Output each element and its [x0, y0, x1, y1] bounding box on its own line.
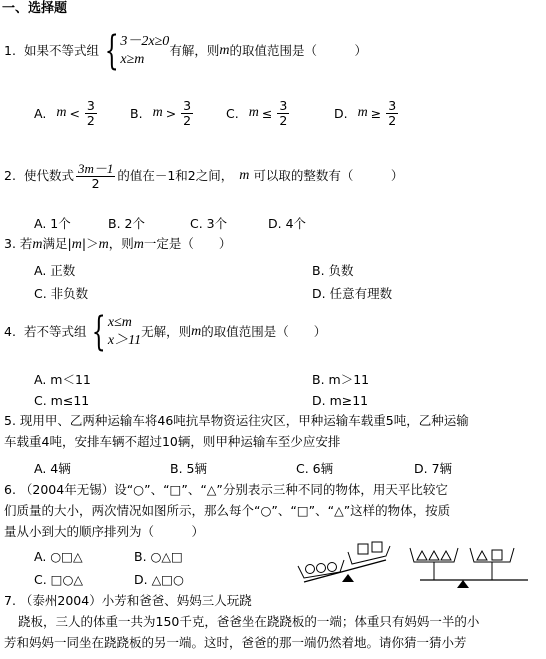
question-3-option-c[interactable]: C. 非负数 [34, 286, 89, 301]
balance-1 [298, 542, 390, 582]
fraction-numerator: 3 [86, 98, 95, 113]
question-1-option-c[interactable] [226, 99, 291, 128]
question-1-suffix: 有解，则 [169, 43, 220, 58]
question-4-prefix: 若不等式组 [23, 324, 87, 339]
question-3-text-b: 满足| [42, 236, 72, 251]
balance-figures [290, 536, 546, 592]
question-5-option-b[interactable]: B. 5辆 [170, 461, 207, 476]
question-5-option-c[interactable]: C. 6辆 [296, 461, 334, 476]
question-3 [4, 237, 231, 253]
question-6-line-1: 6. （2004年无锡）设“○”、“□”、“△”分别表示三种不同的物体，用天平比较它 [4, 482, 448, 497]
question-3-var: m [32, 237, 43, 252]
question-6-option-b[interactable]: B. ○△□ [134, 549, 183, 564]
option-operator: > [165, 105, 177, 121]
question-5-option-d[interactable]: D. 7辆 [414, 461, 453, 476]
section-title: 一、选择题 [2, 1, 68, 16]
question-7-line-2: 跷板，三人的体重一共为150千克，爸爸坐在跷跷板的一端；体重只有妈妈一半的小 [18, 614, 480, 629]
option-var: m [152, 105, 163, 121]
balance-2 [410, 548, 528, 588]
question-4-option-b[interactable]: B. m＞11 [312, 372, 370, 387]
fraction-numerator: 3m－1 [77, 161, 114, 176]
question-6-option-d[interactable]: D. △□○ [134, 572, 184, 587]
question-1-option-a[interactable] [34, 99, 99, 128]
question-2-suffix: 可以取的整数有（ ） [253, 168, 404, 184]
question-6-line-3: 量从小到大的顺序排列为（ ） [4, 524, 205, 539]
option-operator: ≥ [370, 105, 382, 121]
option-var: m [357, 105, 368, 121]
option-operator: ≤ [261, 105, 273, 121]
question-7-line-1: 7. （泰州2004）小芳和爸爸、妈妈三人玩跷 [4, 593, 252, 608]
question-1-prefix: 如果不等式组 [23, 43, 99, 58]
question-6-option-a[interactable]: A. ○□△ [34, 549, 83, 564]
fraction-denominator: 2 [388, 112, 397, 128]
option-var: m [56, 105, 67, 121]
option-fraction [277, 99, 289, 128]
question-3-text-a: 3. 若 [4, 236, 33, 251]
question-4-suffix2: 的取值范围是（ ） [201, 324, 327, 339]
question-2-var: m [239, 168, 250, 184]
question-7-line-3: 芳和妈妈一同坐在跷跷板的另一端。这时，爸爸的那一端仍然着地。请你猜一猜小芳 [4, 635, 467, 650]
question-2-option-c[interactable]: C. 3个 [190, 216, 228, 231]
question-5-line-2: 车载重4吨，安排车辆不超过10辆，则甲种运输车至少应安排 [4, 434, 341, 449]
brace-icon: { [92, 309, 107, 356]
option-label: B. [130, 105, 143, 121]
question-5-line-1: 5. 现用甲、乙两种运输车将46吨抗旱物资运往灾区，甲种运输车载重5吨，乙种运输 [4, 413, 469, 428]
question-2-prefix: 使代数式 [23, 168, 74, 184]
question-1-option-d[interactable] [334, 99, 400, 128]
question-2-option-a[interactable]: A. 1个 [34, 216, 71, 231]
question-1-suffix2: 的取值范围是（ ） [229, 43, 367, 58]
fraction-numerator: 3 [183, 98, 192, 113]
question-4-system-line-2: x＞11 [107, 333, 142, 349]
question-4-system [86, 309, 142, 356]
question-5-option-a[interactable]: A. 4辆 [34, 461, 71, 476]
option-label: C. [226, 105, 239, 121]
question-4-number: 4. [4, 324, 16, 339]
question-4-var: m [191, 324, 202, 340]
option-var: m [248, 105, 259, 121]
option-operator: < [69, 105, 80, 121]
option-fraction [386, 99, 398, 128]
question-4-system-line-1: x≤m [107, 315, 132, 330]
question-2-option-b[interactable]: B. 2个 [108, 216, 145, 231]
question-4-option-a[interactable]: A. m＜11 [34, 372, 91, 387]
fraction-denominator: 2 [91, 176, 100, 192]
question-4-suffix: 无解，则 [141, 324, 192, 339]
question-1-var: m [219, 43, 230, 59]
fraction-numerator: 3 [388, 98, 397, 113]
fraction-denominator: 2 [279, 112, 288, 128]
question-2-fraction [76, 162, 115, 191]
fraction-numerator: 3 [279, 98, 288, 113]
question-6-option-c[interactable]: C. □○△ [34, 572, 84, 587]
question-3-option-d[interactable]: D. 任意有理数 [312, 286, 393, 301]
fraction-denominator: 2 [183, 112, 192, 128]
question-3-text-d: ，则 [108, 236, 134, 251]
fraction-denominator: 2 [86, 112, 95, 128]
question-2-option-d[interactable]: D. 4个 [268, 216, 307, 231]
question-3-text-c: |＞ [81, 236, 99, 251]
question-6-line-2: 们质量的大小，两次情况如图所示，那么每个“○”、“□”、“△”这样的物体，按质 [4, 503, 451, 518]
option-label: D. [334, 105, 348, 121]
question-2 [4, 162, 403, 191]
question-3-var: m [98, 237, 109, 252]
question-3-option-b[interactable]: B. 负数 [312, 263, 354, 278]
question-3-text-e: 一定是（ ） [143, 236, 232, 251]
question-4-option-c[interactable]: C. m≤11 [34, 393, 90, 408]
question-1-number: 1. [4, 43, 16, 58]
question-3-var: m [133, 237, 144, 252]
question-2-number: 2. [4, 168, 16, 184]
question-3-option-a[interactable]: A. 正数 [34, 263, 76, 278]
option-fraction [85, 99, 97, 128]
option-label: A. [34, 105, 47, 121]
question-2-middle: 的值在－1和2之间， [117, 168, 234, 184]
question-1-option-b[interactable] [130, 99, 195, 128]
question-1-system-line-2: x≥m [120, 52, 145, 68]
question-3-var: m [71, 237, 82, 252]
question-4-option-d[interactable]: D. m≥11 [312, 393, 369, 408]
option-fraction [181, 99, 193, 128]
question-1-system-line-1: 3－2x≥0 [120, 34, 170, 49]
brace-icon: { [104, 28, 119, 75]
question-4 [4, 309, 327, 356]
question-1-system [99, 28, 170, 75]
question-1 [4, 28, 367, 75]
